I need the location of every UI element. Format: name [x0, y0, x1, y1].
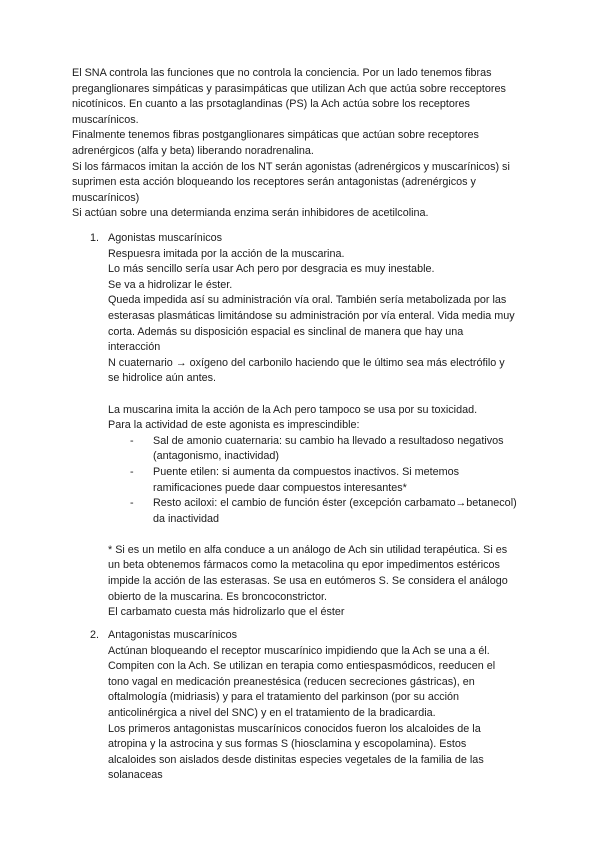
text-line: * Si es un metilo en alfa conduce a un análogo de Ach sin utilidad terapéutica. Si es [108, 543, 508, 556]
text-line: Actúnan bloqueando el receptor muscarínico impidiendo que la Ach se una a él. [108, 644, 490, 657]
section-antagonistas [90, 628, 550, 784]
text-line: La muscarina imita la acción de la Ach pero tampoco se usa por su toxicidad. [108, 403, 478, 416]
list-item [130, 434, 550, 465]
text-line: adrenérgicos (alfa y beta) liberando noradrenalina. [72, 144, 314, 157]
text-line: Puente etilen: si aumenta da compuestos inactivos. Si metemos [153, 465, 460, 478]
text-line: tono vagal en medicación preanestésica (reducen secreciones gástricas), en [108, 675, 475, 688]
list-item [130, 465, 550, 496]
text-line: se hidrolice aún antes. [108, 372, 217, 385]
text-line: suprimen esta acción bloqueando los receptores serán antagonistas (adrenérgicos y [72, 176, 476, 189]
text-line: Resto aciloxi: el cambio de función éster (excepción carbamato→betanecol) [153, 497, 517, 510]
dash-bullet: - [130, 465, 134, 478]
section-body [108, 247, 550, 621]
text-line: da inactividad [153, 512, 220, 525]
text-line: nicotínicos. En cuanto a las prsotaglandinas (PS) la Ach actúa sobre los receptores [72, 98, 470, 111]
text-line: Para la actividad de este agonista es imprescindible: [108, 419, 360, 432]
text-line: (antagonismo, inactividad) [153, 450, 280, 463]
text-line: atropina y la astrocina y sus formas S (hiosclamina y escopolamina). Estos [108, 738, 467, 751]
section-body [108, 644, 550, 784]
text-line: Sal de amonio cuaternaria: su cambio ha llevado a resultadoso negativos [153, 434, 504, 447]
text-line: interacción [108, 341, 161, 354]
text-line: Finalmente tenemos fibras postganglionares simpáticas que actúan sobre receptores [72, 129, 479, 142]
section-agonistas [90, 231, 550, 621]
text-line: El SNA controla las funciones que no controla la conciencia. Por un lado tenemos fibras [72, 67, 492, 79]
section-heading [90, 628, 550, 644]
section-number: 2. [90, 629, 100, 641]
text-line: muscarínicos. [72, 113, 139, 126]
text-line: alcaloides son aislados desde distinitas especies vegetales de la familia de las [108, 753, 484, 766]
section-number: 1. [90, 232, 100, 244]
text-line: Los primeros antagonistas muscarínicos conocidos fueron los alcaloides de la [108, 722, 481, 735]
dash-bullet: - [130, 497, 134, 510]
text-line: obierto de la muscarina. Es broncoconstrictor. [108, 590, 328, 603]
text-line: anticolinérgica a nivel del SNC) y en el tratamiento de la bradicardia. [108, 706, 436, 719]
text-line: N cuaternario → oxígeno del carbonilo haciendo que le último sea más electrófilo y [108, 356, 505, 369]
section-heading [90, 231, 550, 247]
text-line: solanaceas [108, 769, 163, 782]
text-line: esterasas plasmáticas limitándose su administración por vía enteral. Vida media muy [108, 309, 515, 322]
intro-paragraph [72, 66, 542, 222]
text-line: ramificaciones puede daar compuestos interesantes* [153, 481, 407, 494]
text-line: preganglionares simpáticas y parasimpáticas que utilizan Ach que actúa sobre recceptores [72, 82, 506, 95]
text-line: corta. Además su disposición espacial es sinclinal de manera que hay una [108, 325, 464, 338]
requirements-list [130, 434, 550, 528]
text-line: Queda impedida así su administración vía oral. También sería metabolizada por las [108, 294, 507, 307]
footnote [108, 543, 550, 621]
text-line: Si los fármacos imitan la acción de los NT serán agonistas (adrenérgicos y muscarínicos) si [72, 160, 510, 173]
text-line: Se va a hidrolizar le éster. [108, 278, 233, 291]
dash-bullet: - [130, 434, 134, 447]
list-item [130, 496, 550, 527]
text-line: muscarínicos) [72, 191, 140, 204]
text-line: Si actúan sobre una determianda enzima serán inhibidores de acetilcolina. [72, 207, 429, 220]
section-title: Agonistas muscarínicos [108, 232, 223, 244]
section-title: Antagonistas muscarínicos [108, 629, 238, 641]
text-line: Compiten con la Ach. Se utilizan en terapia como entiespasmódicos, reeducen el [108, 660, 496, 673]
text-line: Lo más sencillo sería usar Ach pero por desgracia es muy inestable. [108, 263, 435, 276]
text-line: Respuesra imitada por la acción de la muscarina. [108, 247, 345, 260]
text-line: oftalmología (midriasis) y para el tratamiento del parkinson (por su acción [108, 691, 460, 704]
text-line: un beta obtenemos fármacos como la metacolina qu epor impedimentos estéricos [108, 559, 500, 572]
text-line: El carbamato cuesta más hidrolizarlo que el éster [108, 606, 345, 619]
text-line: impide la acción de las esterasas. Se usa en eutómeros S. Se considera el análogo [108, 575, 508, 588]
